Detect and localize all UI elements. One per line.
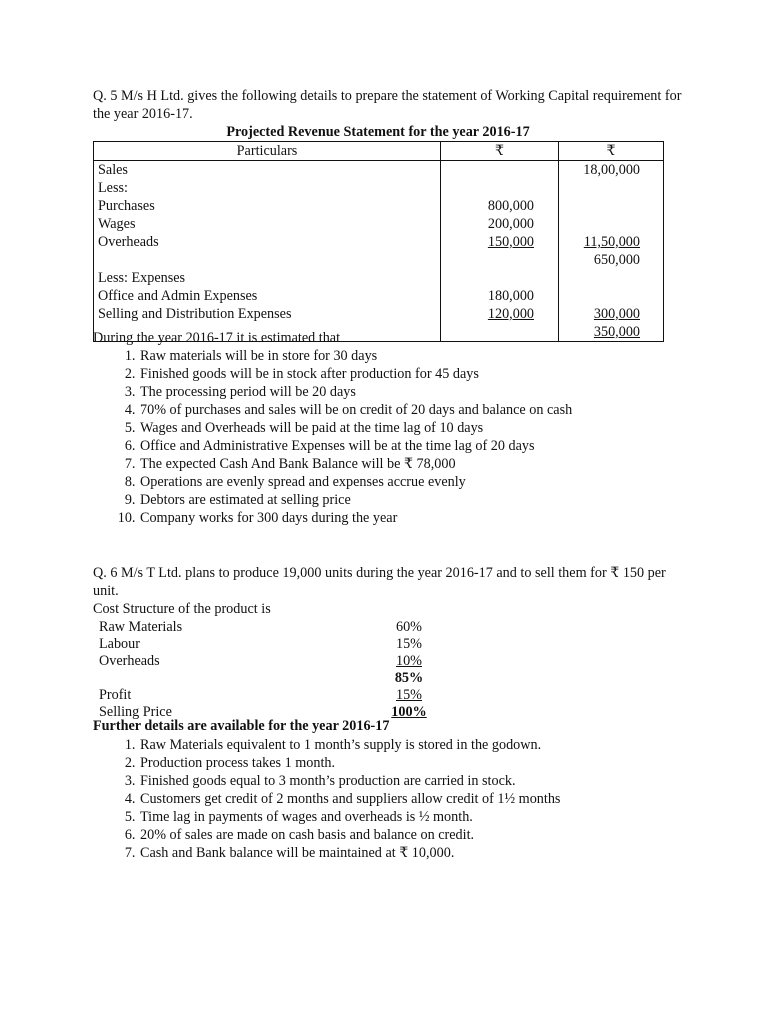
row-label: Purchases [94, 197, 441, 215]
cost-value: 15% [395, 636, 422, 652]
row-amount: 180,000 [441, 287, 559, 305]
list-item: 4. Customers get credit of 2 months and suppliers allow credit of 1½ months [139, 790, 739, 808]
q6-intro: Q. 6 M/s T Ltd. plans to produce 19,000 units during the year 2016-17 and to sell them for ₹ 150 per unit. [93, 565, 666, 599]
table-row [94, 287, 664, 305]
table-header-row [94, 142, 664, 161]
q5-table-title: Projected Revenue Statement for the year 2016-17 [226, 124, 530, 140]
row-label: Office and Admin Expenses [94, 287, 441, 305]
table-row [94, 179, 664, 197]
row-total [559, 179, 664, 197]
list-item: 3. Finished goods equal to 3 month’s production are carried in stock. [139, 772, 739, 790]
table-row [94, 269, 664, 287]
list-item: 2. Finished goods will be in stock after production for 45 days [139, 365, 739, 383]
table-row [94, 251, 664, 269]
table-row [94, 305, 664, 323]
row-amount: 120,000 [441, 305, 559, 323]
cost-subtotal: 85% [394, 670, 424, 686]
cost-label: Raw Materials [99, 619, 183, 635]
row-total: 11,50,000 [559, 233, 664, 251]
list-item: 5. Wages and Overheads will be paid at the time lag of 10 days [139, 419, 739, 437]
row-amount [441, 251, 559, 269]
row-total [559, 287, 664, 305]
table-row [94, 197, 664, 215]
row-amount [441, 179, 559, 197]
cost-row [99, 618, 439, 635]
q5-lead-text: During the year 2016-17 it is estimated that [93, 330, 341, 346]
list-item: 7. The expected Cash And Bank Balance will be ₹ 78,000 [139, 455, 739, 473]
row-total: 650,000 [559, 251, 664, 269]
list-item: 6. 20% of sales are made on cash basis and balance on credit. [139, 826, 739, 844]
cost-label: Profit [99, 687, 132, 703]
header-rupee-1: ₹ [441, 142, 559, 161]
cost-value: 10% [395, 653, 422, 669]
list-item: 7. Cash and Bank balance will be maintained at ₹ 10,000. [139, 844, 739, 862]
row-label: Selling and Distribution Expenses [94, 305, 441, 323]
list-item: 1. Raw materials will be in store for 30 days [139, 347, 739, 365]
list-item: 8. Operations are evenly spread and expenses accrue evenly [139, 473, 739, 491]
cost-row [99, 669, 439, 686]
table-row [94, 215, 664, 233]
row-amount: 200,000 [441, 215, 559, 233]
q6-cost-heading: Cost Structure of the product is [93, 601, 271, 617]
list-item: 5. Time lag in payments of wages and overheads is ½ month. [139, 808, 739, 826]
q5-assumptions-list [93, 347, 739, 527]
cost-structure [99, 618, 439, 720]
row-total: 300,000 [559, 305, 664, 323]
list-item: 3. The processing period will be 20 days [139, 383, 739, 401]
row-label: Overheads [94, 233, 441, 251]
cost-label: Selling Price [99, 704, 172, 720]
list-item: 4. 70% of purchases and sales will be on credit of 20 days and balance on cash [139, 401, 739, 419]
row-total [559, 197, 664, 215]
table-row [94, 233, 664, 251]
row-label: Wages [94, 215, 441, 233]
cost-total: 100% [391, 704, 427, 720]
list-item: 2. Production process takes 1 month. [139, 754, 739, 772]
cost-row [99, 686, 439, 703]
row-label: Less: [94, 179, 441, 197]
list-item: 6. Office and Administrative Expenses will be at the time lag of 20 days [139, 437, 739, 455]
cost-label: Labour [99, 636, 140, 652]
row-amount [441, 269, 559, 287]
q6-details-list [93, 736, 739, 862]
row-amount: 150,000 [441, 233, 559, 251]
cost-label: Overheads [99, 653, 160, 669]
q6-further-heading: Further details are available for the year 2016-17 [93, 718, 390, 734]
row-label: Sales [94, 161, 441, 180]
q5-intro: Q. 5 M/s H Ltd. gives the following details to prepare the statement of Working Capital requirement for the year 2016-17. [93, 88, 682, 122]
header-rupee-2: ₹ [559, 142, 664, 161]
table-row [94, 161, 664, 180]
cost-row [99, 652, 439, 669]
header-particulars: Particulars [94, 142, 441, 161]
cost-row [99, 635, 439, 652]
cost-value: 15% [395, 687, 422, 703]
row-total: 18,00,000 [559, 161, 664, 180]
row-total [559, 215, 664, 233]
row-amount [441, 161, 559, 180]
list-item: 10. Company works for 300 days during the year [139, 509, 739, 527]
row-total [559, 269, 664, 287]
row-total: 350,000 [559, 323, 664, 342]
row-label [94, 251, 441, 269]
list-item: 1. Raw Materials equivalent to 1 month’s supply is stored in the godown. [139, 736, 739, 754]
row-amount: 800,000 [441, 197, 559, 215]
cost-label [99, 669, 390, 686]
cost-value: 60% [395, 619, 422, 635]
revenue-statement-table [93, 141, 664, 342]
row-label: Less: Expenses [94, 269, 441, 287]
list-item: 9. Debtors are estimated at selling price [139, 491, 739, 509]
